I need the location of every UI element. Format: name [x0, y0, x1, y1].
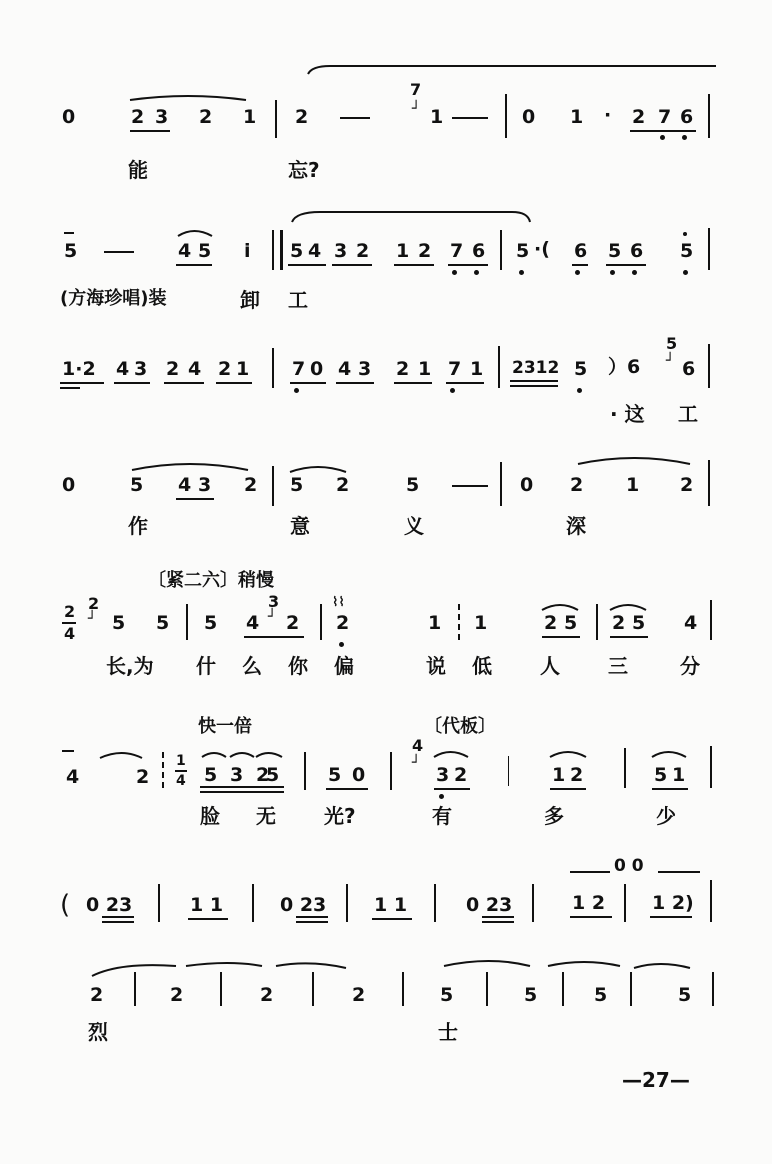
barline [500, 462, 502, 506]
underline [326, 788, 368, 790]
note: 1 [236, 358, 250, 380]
note-group: 1 2) [652, 892, 694, 914]
lyric: 能 [128, 158, 148, 182]
barline [272, 348, 274, 388]
underline [288, 264, 326, 266]
underline [482, 921, 514, 923]
lyric: 脸 [200, 804, 220, 828]
barline [498, 346, 500, 388]
high-dot [683, 232, 687, 236]
barline [710, 600, 712, 640]
note: 2 [336, 474, 350, 496]
time-sig-numerator: 1 [176, 753, 186, 769]
open-paren: ( [60, 890, 71, 920]
note: ）6 [608, 356, 641, 378]
note: 4 [66, 766, 80, 788]
note: 2 [632, 106, 646, 128]
underline [296, 916, 328, 918]
page-number: —27— [622, 1068, 690, 1092]
note: 1 [474, 612, 488, 634]
low-dot [474, 270, 479, 275]
note: 2 [260, 984, 274, 1006]
lyric: 偏 [334, 654, 354, 678]
ornament-mark: ⌇⌇ [332, 595, 345, 610]
low-dot [294, 388, 299, 393]
slur [276, 963, 346, 968]
note: 3 [230, 764, 244, 786]
repeat-mark: 0 0 [614, 856, 644, 876]
note: 5 [654, 764, 668, 786]
barline [320, 604, 322, 640]
note: 2 [418, 240, 432, 262]
tempo-marking: 〔紧二六〕稍慢 [148, 570, 274, 591]
underline [188, 918, 228, 920]
slur [548, 962, 620, 966]
low-dot [450, 388, 455, 393]
note: i [244, 240, 251, 262]
note: 2 [199, 106, 213, 128]
note: 0 [310, 358, 324, 380]
note: 2 [286, 612, 300, 634]
grace-note: 2 [88, 594, 100, 613]
slur [186, 963, 262, 966]
slur [610, 605, 646, 610]
underline [372, 918, 412, 920]
slur [578, 458, 690, 464]
note: 1·2 [62, 358, 96, 380]
slur [434, 752, 468, 757]
barline [532, 884, 534, 922]
slur [542, 605, 578, 610]
note: 5 [516, 240, 530, 262]
note: 5 [112, 612, 126, 634]
underline [296, 921, 328, 923]
note: 2 [454, 764, 468, 786]
note: 4 [338, 358, 352, 380]
low-dot [682, 135, 687, 140]
note: 3 [134, 358, 148, 380]
note: 3 [334, 240, 348, 262]
note-group: 0 23 [466, 894, 513, 916]
underline [510, 380, 558, 382]
note: 4 [178, 240, 192, 262]
slur [308, 66, 716, 74]
dot-mark: · [604, 104, 612, 126]
slur [290, 467, 346, 472]
grace-mark: ┘ [666, 353, 675, 369]
lyric: 人 [540, 654, 560, 678]
underline [216, 382, 252, 384]
note: 1 [396, 240, 410, 262]
lyric: 低 [472, 654, 492, 678]
lyric: 三 [608, 654, 628, 678]
slur [178, 231, 212, 236]
note: ·( [534, 238, 550, 260]
lyric: 分 [680, 654, 700, 678]
low-dot [452, 270, 457, 275]
barline [624, 748, 626, 788]
underline [510, 385, 558, 387]
note: 5 [594, 984, 608, 1006]
barline [486, 972, 488, 1006]
barline [220, 972, 222, 1006]
note: 7 [450, 240, 464, 262]
note: 5 [204, 764, 218, 786]
lyric: 光? [324, 804, 356, 828]
low-dot [577, 388, 582, 393]
note: 7 [292, 358, 306, 380]
note: 5 [266, 764, 280, 786]
slur [130, 96, 246, 100]
barline [158, 884, 160, 922]
barline [708, 94, 710, 138]
underline [130, 130, 170, 132]
dash [340, 117, 370, 119]
note: 4 [684, 612, 698, 634]
note: 6 [574, 240, 588, 262]
slur [230, 753, 254, 757]
time-sig-denominator: 4 [176, 773, 186, 789]
note: 0 [62, 106, 76, 128]
low-dot [519, 270, 524, 275]
low-dot [632, 270, 637, 275]
barline [186, 604, 188, 640]
underline [290, 382, 326, 384]
underline [200, 791, 284, 793]
note: 5 [204, 612, 218, 634]
note: 2 [244, 474, 258, 496]
note: 5 [406, 474, 420, 496]
time-sig-line [175, 770, 187, 772]
lyric: 少 [656, 804, 676, 828]
barline [134, 972, 136, 1006]
barline [712, 972, 714, 1006]
note-group: 0 23 [86, 894, 133, 916]
note-group: 1 1 [190, 894, 224, 916]
note: 1 [428, 612, 442, 634]
time-sig-numerator: 2 [64, 602, 76, 621]
lyric: 卸 [240, 288, 260, 312]
barline [272, 230, 274, 270]
tie-mark [64, 232, 74, 234]
note: 2 [352, 984, 366, 1006]
barline [710, 880, 712, 922]
lyric: 作 [128, 514, 148, 538]
note: 1 [626, 474, 640, 496]
note: 2 [166, 358, 180, 380]
underline [542, 636, 580, 638]
note: 5 [632, 612, 646, 634]
slur [256, 753, 282, 757]
note: 5 [290, 240, 304, 262]
tempo-marking: 〔代板〕 [424, 716, 496, 737]
barline [304, 752, 306, 790]
note: 0 [352, 764, 366, 786]
underline [448, 264, 488, 266]
note: 5 [156, 612, 170, 634]
grace-note: 7 [410, 80, 422, 99]
slur [652, 752, 686, 757]
slur [132, 464, 248, 470]
note: 5 [524, 984, 538, 1006]
barline [500, 230, 502, 270]
note: 2 [295, 106, 309, 128]
dash [104, 251, 134, 253]
low-dot [575, 270, 580, 275]
lyric: 说 [426, 654, 446, 678]
underline [176, 498, 214, 500]
note: 6 [680, 106, 694, 128]
underline [570, 916, 612, 918]
lyric: 有 [432, 804, 452, 828]
barline [624, 884, 626, 922]
lyric: 深 [566, 514, 586, 538]
singer-label: (方海珍唱)装 [60, 288, 167, 309]
lyric: 忘? [288, 158, 320, 182]
note: 2 [256, 764, 270, 786]
note: 3 [436, 764, 450, 786]
dash [452, 485, 488, 487]
underline [60, 382, 104, 384]
note: 7 [448, 358, 462, 380]
lyric: 你 [288, 654, 308, 678]
note: 4 [188, 358, 202, 380]
note: 3 [358, 358, 372, 380]
barline [710, 746, 712, 788]
slur [202, 753, 226, 757]
slur [292, 212, 530, 222]
barline [708, 228, 710, 270]
note: 5 [678, 984, 692, 1006]
underline [244, 636, 304, 638]
note: 3 [155, 106, 169, 128]
barline [252, 884, 254, 922]
underline [606, 264, 646, 266]
note: 0 [520, 474, 534, 496]
note: 5 [130, 474, 144, 496]
note: 2 [612, 612, 626, 634]
low-dot [610, 270, 615, 275]
underline [630, 130, 696, 132]
note: 4 [116, 358, 130, 380]
grace-note: 5 [666, 334, 678, 353]
note: 1 [570, 106, 584, 128]
underline [394, 382, 432, 384]
note: 0 [522, 106, 536, 128]
note: 2 [680, 474, 694, 496]
barline [434, 884, 436, 922]
barline [402, 972, 404, 1006]
lyric: 意 [290, 514, 310, 538]
slur [634, 964, 690, 968]
grace-mark: ┘ [88, 611, 97, 627]
note: 1 [672, 764, 686, 786]
note: 5 [328, 764, 342, 786]
slur [550, 752, 586, 757]
underline [102, 916, 134, 918]
underline [650, 916, 692, 918]
barline [596, 604, 598, 640]
note: 1 [418, 358, 432, 380]
lyric: 什 [196, 654, 216, 678]
note: 5 [198, 240, 212, 262]
note: 2 [396, 358, 410, 380]
note: 2 [570, 764, 584, 786]
underline [114, 382, 150, 384]
note: 5 [440, 984, 454, 1006]
underline [394, 264, 434, 266]
note: 1 [430, 106, 444, 128]
barline [708, 460, 710, 506]
barline [505, 94, 507, 138]
note: 1 [243, 106, 257, 128]
note: 5 [574, 358, 588, 380]
note: 2 [131, 106, 145, 128]
note: 4 [246, 612, 260, 634]
note: 2 [218, 358, 232, 380]
note: 5 [608, 240, 622, 262]
grace-mark: ┘ [268, 609, 277, 625]
lyric: 士 [438, 1020, 458, 1044]
note: 0 [62, 474, 76, 496]
lyric: 长,为 [106, 654, 154, 678]
note-group: 1 2 [572, 892, 606, 914]
note: 2 [544, 612, 558, 634]
note: 7 [658, 106, 672, 128]
lyric: 无 [256, 804, 276, 828]
grace-note: 3 [268, 592, 280, 611]
underline [102, 921, 134, 923]
underline [652, 788, 688, 790]
underline [332, 264, 372, 266]
note: 6 [472, 240, 486, 262]
slur [444, 961, 530, 966]
underline [550, 788, 586, 790]
lyric: 工 [288, 288, 308, 312]
underline [610, 636, 648, 638]
note: 4 [178, 474, 192, 496]
tie-mark [62, 750, 74, 752]
time-sig-denominator: 4 [64, 624, 76, 643]
lyric: 烈 [88, 1020, 108, 1044]
dashed-barline [162, 752, 164, 788]
lyric: 义 [404, 514, 424, 538]
lyric: · 这 [610, 402, 645, 426]
lyric: 工 [678, 402, 698, 426]
barline [562, 972, 564, 1006]
grace-mark: ┘ [412, 755, 421, 771]
barline [280, 230, 283, 270]
dashed-barline [458, 604, 460, 640]
lyric: 多 [544, 804, 564, 828]
low-dot [339, 642, 344, 647]
barline [275, 100, 277, 138]
barline [508, 756, 509, 786]
note: 2 [570, 474, 584, 496]
note: 2 [356, 240, 370, 262]
low-dot [660, 135, 665, 140]
note-group: 2312 [512, 358, 560, 378]
note-group: 0 23 [280, 894, 327, 916]
underline [572, 264, 588, 266]
grace-mark: ┘ [412, 101, 421, 117]
barline [708, 344, 710, 388]
barline [390, 752, 392, 790]
barline [346, 884, 348, 922]
note: 2 [170, 984, 184, 1006]
note: 1 [470, 358, 484, 380]
underline [336, 382, 374, 384]
slur [100, 753, 142, 758]
underline [164, 382, 204, 384]
underline [482, 916, 514, 918]
note: 5 [64, 240, 78, 262]
note: 1 [552, 764, 566, 786]
note: 6 [682, 358, 696, 380]
low-dot [439, 794, 444, 799]
note: 5 [680, 240, 694, 262]
note: 2 [336, 612, 350, 634]
note: 5 [564, 612, 578, 634]
underline [446, 382, 484, 384]
underline [200, 786, 284, 788]
note: 6 [630, 240, 644, 262]
barline [272, 466, 274, 506]
note: 3 [198, 474, 212, 496]
underline [60, 387, 80, 389]
note: 5 [290, 474, 304, 496]
note: 2 [90, 984, 104, 1006]
note: 4 [308, 240, 322, 262]
underline [434, 788, 470, 790]
barline [312, 972, 314, 1006]
grace-note: 4 [412, 736, 424, 755]
note: 2 [136, 766, 150, 788]
tempo-marking: 快一倍 [198, 716, 252, 737]
note-group: 1 1 [374, 894, 408, 916]
dash [452, 117, 488, 119]
barline [630, 972, 632, 1006]
lyric: 么 [242, 654, 262, 678]
underline [176, 264, 212, 266]
low-dot [683, 270, 688, 275]
